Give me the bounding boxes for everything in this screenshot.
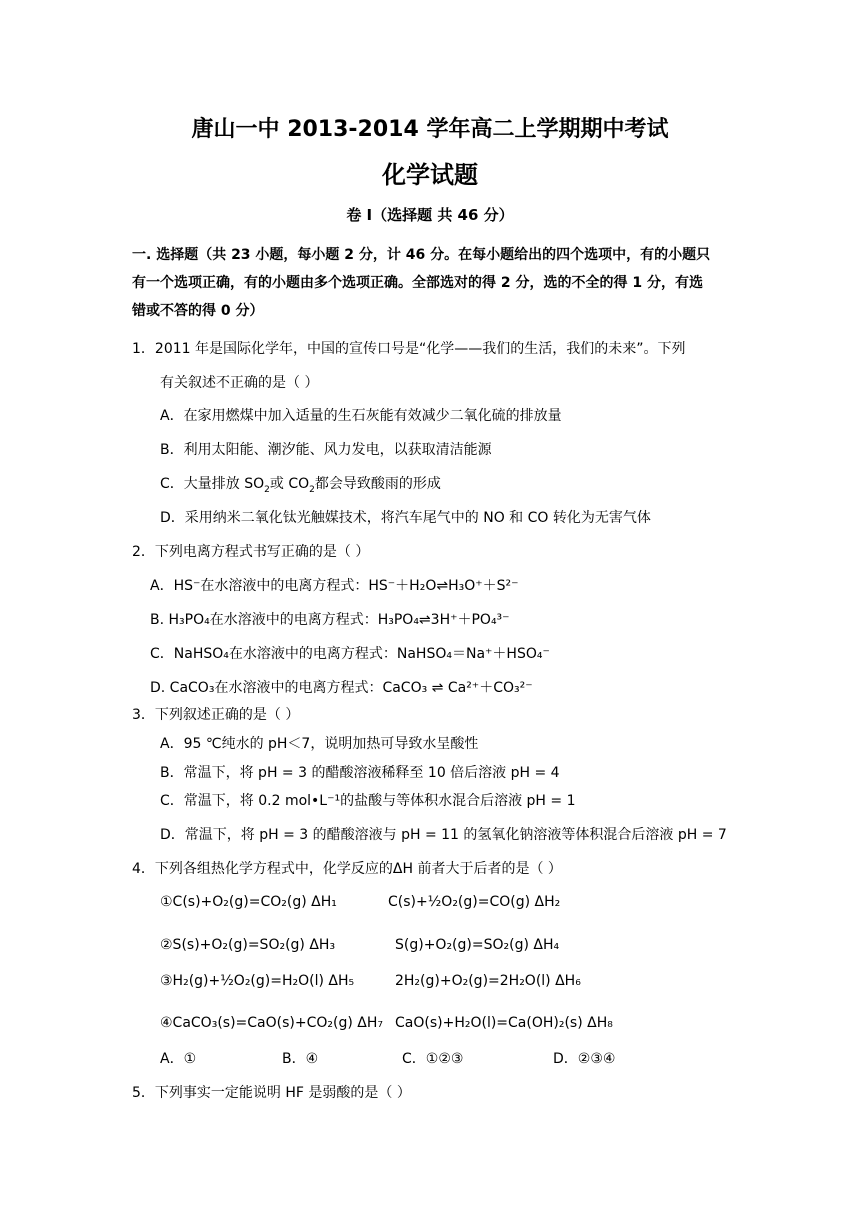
q3-stem: 3．下列叙述正确的是（ ）	[132, 707, 300, 723]
q1-option-d: D．采用纳米二氧化钛光触媒技术，将汽车尾气中的 NO 和 CO 转化为无害气体	[160, 510, 651, 526]
exam-title: 唐山一中 2013-2014 学年高二上学期期中考试	[191, 117, 669, 142]
q4-option-a: A．①	[160, 1051, 197, 1067]
instructions-line-2: 有一个选项正确，有的小题由多个选项正确。全部选对的得 2 分，选的不全的得 1 分，有选	[132, 275, 703, 291]
q1-stem-line-1: 1．2011 年是国际化学年，中国的宣传口号是“化学——我们的生活，我们的未来”。下列	[132, 341, 686, 357]
section-heading: 卷 I（选择题 共 46 分）	[346, 206, 514, 224]
q1-option-b: B．利用太阳能、潮汐能、风力发电，以获取清洁能源	[160, 442, 492, 458]
q2-option-b: B. H₃PO₄在水溶液中的电离方程式：H₃PO₄⇌3H⁺＋PO₄³⁻	[150, 612, 510, 628]
q2-option-d: D. CaCO₃在水溶液中的电离方程式：CaCO₃ ⇌ Ca²⁺＋CO₃²⁻	[150, 680, 533, 696]
q3-option-c: C．常温下，将 0.2 mol•L⁻¹的盐酸与等体积水混合后溶液 pH = 1	[160, 793, 576, 809]
q1-option-c: C．大量排放 $SO_2$或 $CO_2$都会导致酸雨的形成	[160, 476, 441, 495]
q4-eq1-left: ①C(s)+O₂(g)=CO₂(g) ΔH₁	[160, 894, 337, 910]
q4-option-c: C．①②③	[402, 1051, 464, 1067]
q1-stem-line-2: 有关叙述不正确的是（ ）	[160, 375, 319, 391]
q4-stem: 4．下列各组热化学方程式中，化学反应的ΔH 前者大于后者的是（ ）	[132, 861, 562, 877]
instructions-line-3: 错或不答的得 0 分）	[132, 303, 264, 319]
q1-option-a: A．在家用燃煤中加入适量的生石灰能有效减少二氧化硫的排放量	[160, 408, 562, 424]
q3-option-a: A．95 ℃纯水的 pH＜7，说明加热可导致水呈酸性	[160, 736, 479, 752]
q2-option-c: C．NaHSO₄在水溶液中的电离方程式：NaHSO₄＝Na⁺＋HSO₄⁻	[150, 646, 550, 662]
exam-subtitle: 化学试题	[382, 161, 478, 189]
q2-option-a: A．HS⁻在水溶液中的电离方程式：HS⁻＋H₂O⇌H₃O⁺＋S²⁻	[150, 578, 519, 594]
q4-option-d: D．②③④	[553, 1051, 616, 1067]
instructions-line-1: 一. 选择题（共 23 小题，每小题 2 分，计 46 分。在每小题给出的四个选项中，有的小题只	[132, 247, 711, 263]
q4-eq2-right: S(g)+O₂(g)=SO₂(g) ΔH₄	[395, 937, 560, 953]
q4-eq2-left: ②S(s)+O₂(g)=SO₂(g) ΔH₃	[160, 937, 336, 953]
q2-stem: 2．下列电离方程式书写正确的是（ ）	[132, 544, 370, 560]
q4-eq4-right: CaO(s)+H₂O(l)=Ca(OH)₂(s) ΔH₈	[395, 1015, 613, 1031]
q4-eq4-left: ④CaCO₃(s)=CaO(s)+CO₂(g) ΔH₇	[160, 1015, 383, 1031]
q4-eq1-right: C(s)+½O₂(g)=CO(g) ΔH₂	[388, 894, 561, 910]
q4-eq3-left: ③H₂(g)+½O₂(g)=H₂O(l) ΔH₅	[160, 973, 355, 989]
q5-stem: 5．下列事实一定能说明 HF 是弱酸的是（ ）	[132, 1085, 411, 1101]
q3-option-d: D．常温下，将 pH = 3 的醋酸溶液与 pH = 11 的氢氧化钠溶液等体积混合后溶液 pH = 7	[160, 827, 727, 843]
q4-eq3-right: 2H₂(g)+O₂(g)=2H₂O(l) ΔH₆	[395, 973, 581, 989]
q3-option-b: B．常温下，将 pH = 3 的醋酸溶液稀释至 10 倍后溶液 pH = 4	[160, 765, 560, 781]
q4-option-b: B．④	[282, 1051, 319, 1067]
